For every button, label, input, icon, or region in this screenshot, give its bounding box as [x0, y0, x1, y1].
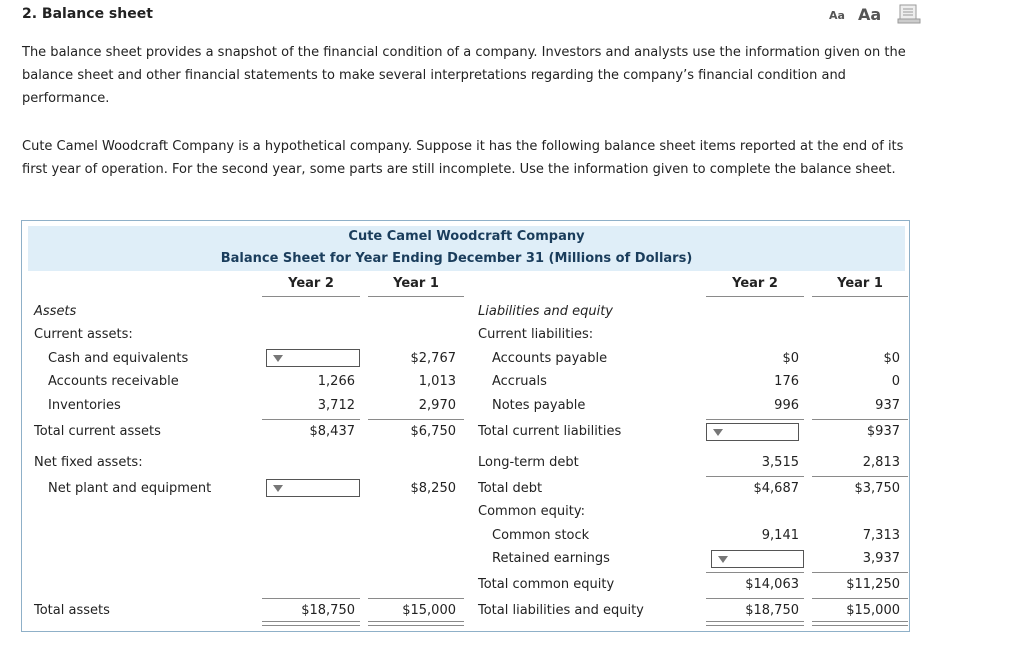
double-underline — [262, 621, 360, 626]
retained-earnings-year1-value: 3,937 — [862, 551, 900, 566]
long-term-debt-year2-value: 3,515 — [761, 455, 799, 470]
common-equity-heading: Common equity: — [478, 504, 586, 519]
assets-heading: Assets — [34, 304, 77, 319]
cash-label: Cash and equivalents — [48, 351, 189, 366]
accruals-year2-value: 176 — [774, 374, 799, 389]
total-current-liabilities-label: Total current liabilities — [478, 424, 622, 439]
subtotal-divider — [262, 419, 360, 420]
header-divider — [262, 296, 360, 297]
print-icon[interactable] — [897, 4, 921, 24]
table-subtitle: Balance Sheet for Year Ending December 31 (Millions of Dollars) — [220, 251, 693, 266]
header-divider — [706, 296, 804, 297]
notes-payable-label: Notes payable — [492, 398, 586, 413]
company-name: Cute Camel Woodcraft Company — [348, 229, 585, 244]
cash-year1-value: $2,767 — [410, 351, 456, 366]
total-divider — [368, 598, 464, 599]
retained-earnings-label: Retained earnings — [492, 551, 610, 566]
header-divider — [812, 296, 908, 297]
net-fixed-assets-heading: Net fixed assets: — [34, 455, 143, 470]
subtotal-divider — [368, 419, 464, 420]
total-current-assets-year2-value: $8,437 — [309, 424, 355, 439]
liabilities-equity-heading: Liabilities and equity — [478, 304, 614, 319]
total-common-equity-label: Total common equity — [478, 577, 615, 592]
chevron-down-icon — [273, 355, 283, 362]
accounts-payable-year1-value: $0 — [883, 351, 900, 366]
double-underline — [812, 621, 908, 626]
total-debt-label: Total debt — [478, 481, 543, 496]
col-header-liab-year2: Year 2 — [732, 276, 778, 291]
retained-earnings-year2-dropdown[interactable] — [711, 550, 804, 568]
total-liabilities-equity-label: Total liabilities and equity — [478, 603, 644, 618]
subtotal-divider — [812, 419, 908, 420]
intro-paragraph: The balance sheet provides a snapshot of the financial condition of a company. Investors and analysts use the information given on the balance sheet and other financial statements to make several interpretations regarding the company’s financial condition and performance. — [22, 45, 906, 106]
page-title: 2. Balance sheet — [22, 6, 153, 22]
accounts-receivable-year1-value: 1,013 — [418, 374, 456, 389]
total-divider — [262, 598, 360, 599]
notes-payable-year1-value: 937 — [875, 398, 900, 413]
net-plant-equipment-label: Net plant and equipment — [48, 481, 212, 496]
total-current-assets-year1-value: $6,750 — [410, 424, 456, 439]
total-assets-year1-value: $15,000 — [402, 603, 456, 618]
current-liabilities-heading: Current liabilities: — [478, 327, 594, 342]
double-underline — [368, 621, 464, 626]
subtotal-divider — [706, 476, 804, 477]
font-size-large-button[interactable]: Aa — [858, 5, 882, 24]
total-assets-label: Total assets — [34, 603, 110, 618]
double-underline — [706, 621, 804, 626]
header-divider — [368, 296, 464, 297]
common-stock-year1-value: 7,313 — [862, 528, 900, 543]
subtotal-divider — [706, 419, 804, 420]
current-assets-heading: Current assets: — [34, 327, 133, 342]
accounts-receivable-label: Accounts receivable — [48, 374, 179, 389]
total-liabilities-equity-year2-value: $18,750 — [745, 603, 799, 618]
total-current-liabilities-year2-dropdown[interactable] — [706, 423, 799, 441]
total-common-equity-year1-value: $11,250 — [846, 577, 900, 592]
total-current-assets-label: Total current assets — [34, 424, 161, 439]
font-size-small-button[interactable]: Aa — [829, 9, 845, 22]
long-term-debt-label: Long-term debt — [478, 455, 579, 470]
col-header-assets-year1: Year 1 — [393, 276, 439, 291]
total-divider — [812, 598, 908, 599]
accounts-payable-year2-value: $0 — [782, 351, 799, 366]
accruals-year1-value: 0 — [891, 374, 900, 389]
col-header-liab-year1: Year 1 — [837, 276, 883, 291]
col-header-assets-year2: Year 2 — [288, 276, 334, 291]
total-liabilities-equity-year1-value: $15,000 — [846, 603, 900, 618]
common-stock-year2-value: 9,141 — [761, 528, 799, 543]
chevron-down-icon — [273, 485, 283, 492]
long-term-debt-year1-value: 2,813 — [862, 455, 900, 470]
subtotal-divider — [812, 476, 908, 477]
total-current-liabilities-year1-value: $937 — [866, 424, 900, 439]
accruals-label: Accruals — [492, 374, 547, 389]
net-plant-equipment-year2-dropdown[interactable] — [266, 479, 360, 497]
common-stock-label: Common stock — [492, 528, 590, 543]
total-assets-year2-value: $18,750 — [301, 603, 355, 618]
notes-payable-year2-value: 996 — [774, 398, 799, 413]
total-common-equity-year2-value: $14,063 — [745, 577, 799, 592]
chevron-down-icon — [718, 556, 728, 563]
total-debt-year2-value: $4,687 — [753, 481, 799, 496]
accounts-receivable-year2-value: 1,266 — [317, 374, 355, 389]
inventories-year1-value: 2,970 — [418, 398, 456, 413]
scenario-paragraph: Cute Camel Woodcraft Company is a hypothetical company. Suppose it has the following balance sheet items reported at the end of its first year of operation. For the second year, some parts are still incomplete. Use the information given to complete the balance sheet. — [22, 139, 904, 177]
chevron-down-icon — [713, 429, 723, 436]
accounts-payable-label: Accounts payable — [492, 351, 608, 366]
subtotal-divider — [706, 572, 804, 573]
total-divider — [706, 598, 804, 599]
inventories-year2-value: 3,712 — [317, 398, 355, 413]
inventories-label: Inventories — [48, 398, 121, 413]
subtotal-divider — [812, 572, 908, 573]
net-plant-equipment-year1-value: $8,250 — [410, 481, 456, 496]
total-debt-year1-value: $3,750 — [854, 481, 900, 496]
cash-year2-dropdown[interactable] — [266, 349, 360, 367]
